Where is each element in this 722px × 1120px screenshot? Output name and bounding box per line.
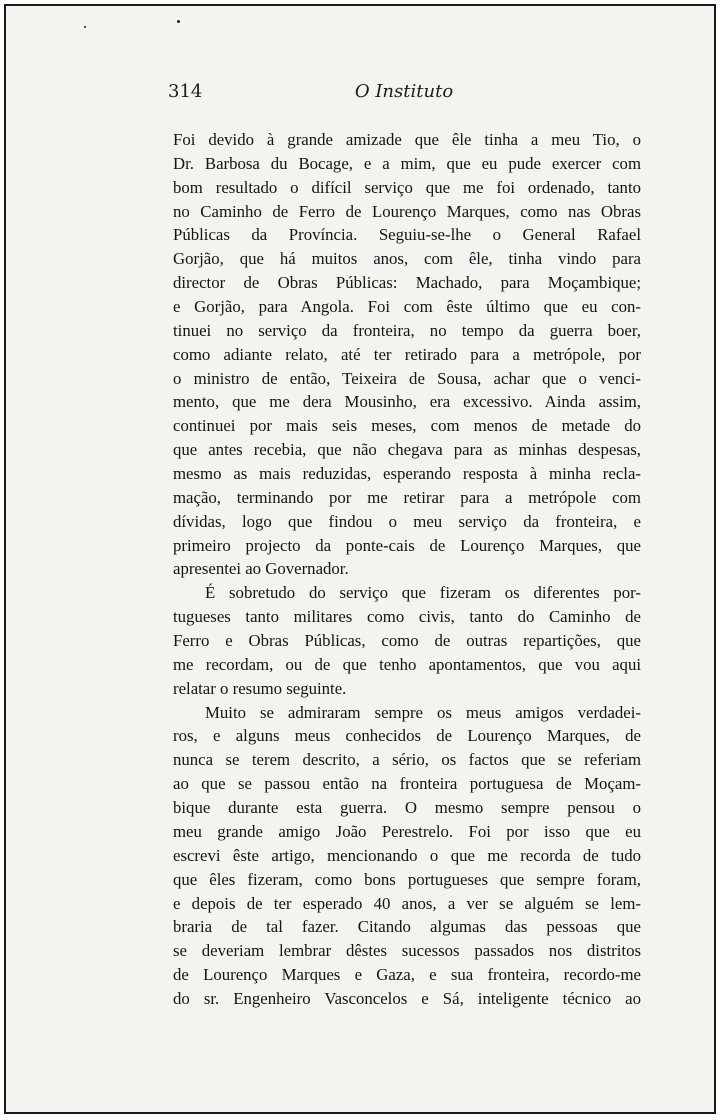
text-line: tugueses tanto militares como civis, tanto do Caminho de [173, 607, 641, 627]
text-line: como adiante relato, até ter retirado para a metrópole, por [173, 344, 641, 364]
text-line: director de Obras Públicas: Machado, para Moçambique; [173, 273, 641, 293]
text-line: Foi devido à grande amizade que êle tinha a meu Tio, o [173, 130, 641, 149]
text-line: Públicas da Província. Seguiu-se-lhe o General Rafael [173, 225, 641, 245]
text-line: o ministro de então, Teixeira de Sousa, achar que o venci- [173, 368, 641, 388]
paragraph [173, 581, 641, 700]
page-number: 314 [168, 81, 203, 102]
text-line: Ferro e Obras Públicas, como de outras repartições, que [173, 631, 641, 651]
text-line: Gorjão, que há muitos anos, com êle, tinha vindo para [173, 249, 641, 269]
text-line: relatar o resumo seguinte. [173, 678, 347, 698]
text-line: que antes recebia, que não chegava para as minhas despesas, [173, 440, 641, 460]
text-line: mento, que me dera Mousinho, era excessivo. Ainda assim, [173, 392, 641, 412]
paragraph [173, 128, 641, 581]
text-line: no Caminho de Ferro de Lourenço Marques, como nas Obras [173, 201, 641, 221]
text-line: apresentei ao Governador. [173, 559, 349, 579]
print-speck [177, 20, 180, 23]
paragraph [173, 701, 641, 1011]
text-line: ao que se passou então na fronteira portuguesa de Moçam- [173, 774, 641, 794]
text-line: continuei por mais seis meses, com menos de metade do [173, 416, 641, 436]
text-line: Dr. Barbosa du Bocage, e a mim, que eu pude exercer com [173, 153, 641, 173]
running-title: O Instituto [354, 81, 454, 102]
text-line: braria de tal fazer. Citando algumas das pessoas que [173, 917, 641, 937]
text-line: meu grande amigo João Perestrelo. Foi por isso que eu [173, 821, 641, 841]
text-line: e Gorjão, para Angola. Foi com êste último que eu con- [173, 297, 641, 317]
text-line: primeiro projecto da ponte-cais de Lourenço Marques, que [173, 535, 641, 555]
text-line: tinuei no serviço da fronteira, no tempo da guerra boer, [173, 320, 641, 340]
text-line: dívidas, logo que findou o meu serviço da fronteira, e [173, 511, 641, 531]
text-line: me recordam, ou de que tenho apontamentos, que vou aqui [173, 654, 641, 674]
text-line: do sr. Engenheiro Vasconcelos e Sá, inteligente técnico ao [173, 988, 641, 1008]
text-line: que êles fizeram, como bons portugueses que sempre foram, [173, 869, 641, 889]
text-line: É sobretudo do serviço que fizeram os diferentes por- [205, 583, 641, 603]
text-line: bique durante esta guerra. O mesmo sempre pensou o [173, 798, 641, 818]
text-line: bom resultado o difícil serviço que me foi ordenado, tanto [173, 177, 641, 197]
text-line: e depois de ter esperado 40 anos, a ver se alguém se lem- [173, 893, 641, 913]
text-line: ros, e alguns meus conhecidos de Lourenço Marques, de [173, 726, 641, 746]
text-line: mesmo as mais reduzidas, esperando resposta à minha recla- [173, 464, 641, 484]
text-line: escrevi êste artigo, mencionando o que me recorda de tudo [173, 845, 641, 865]
text-line: nunca se terem descrito, a sério, os factos que se referiam [173, 750, 641, 770]
text-line: de Lourenço Marques e Gaza, e sua fronteira, recordo-me [173, 965, 641, 985]
text-line: Muito se admiraram sempre os meus amigos verdadei- [205, 702, 641, 722]
body-text [173, 128, 641, 1011]
print-speck [84, 26, 86, 28]
text-line: mação, terminando por me retirar para a metrópole com [173, 487, 641, 507]
text-line: se deveriam lembrar dêstes sucessos passados nos distritos [173, 941, 641, 961]
